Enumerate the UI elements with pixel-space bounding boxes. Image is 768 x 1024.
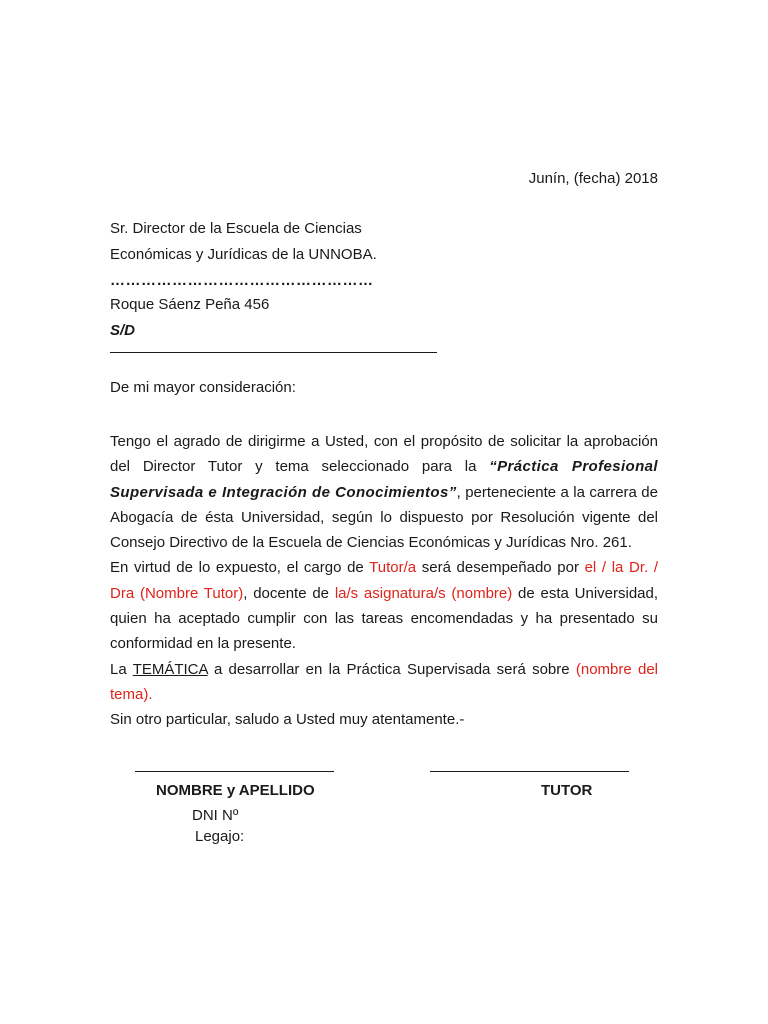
recipient-line-2: Económicas y Jurídicas de la UNNOBA. bbox=[110, 246, 377, 263]
tutor-placeholder: Tutor/a bbox=[369, 559, 417, 577]
paragraph-request-text-a: Tengo el agrado de dirigirme a Usted, con el propósito de solicitar la aprobación del Director Tutor y tema seleccionado para la bbox=[110, 433, 658, 476]
paragraph-request-text-b: , perteneciente a la carrera de Abogacía de ésta Universidad, según lo dispuesto por Resolución vigente del Consejo Directivo de la Escuela de Ciencias Económicas y Jurídicas Nro. 261. bbox=[110, 483, 658, 552]
recipient-line-1: Sr. Director de la Escuela de Ciencias bbox=[110, 220, 362, 237]
greeting: De mi mayor consideración: bbox=[110, 379, 296, 396]
recipient-sd: S/D bbox=[110, 322, 136, 339]
closing-line: Sin otro particular, saludo a Usted muy atentamente.- bbox=[110, 711, 465, 729]
paragraph-tutor-text-d: de esta Universidad, quien ha aceptado cumplir con las tareas encomendadas y ha presentado su conformidad en la presente. bbox=[110, 584, 659, 653]
letter-date: Junín, (fecha) 2018 bbox=[528, 170, 658, 187]
recipient-dotted-line: …………………………………………… bbox=[110, 272, 374, 289]
recipient-address: Roque Sáenz Peña 456 bbox=[110, 296, 270, 313]
paragraph-request bbox=[110, 429, 658, 555]
signature-line-student bbox=[135, 771, 334, 772]
legajo-label: Legajo: bbox=[195, 828, 245, 845]
paragraph-tutor-text-a: En virtud de lo expuesto, el cargo de bbox=[110, 559, 370, 577]
paragraph-theme bbox=[110, 657, 658, 708]
paragraph-theme-text-a: La bbox=[110, 660, 133, 678]
paragraph-tutor bbox=[110, 555, 658, 656]
dni-label: DNI Nº bbox=[192, 807, 239, 824]
paragraph-tutor-text-c: , docente de bbox=[243, 584, 335, 602]
tematica-word: TEMÁTICA bbox=[132, 660, 208, 678]
signature-label-student: NOMBRE y APELLIDO bbox=[156, 782, 315, 799]
address-divider bbox=[110, 352, 437, 353]
subject-placeholder: la/s asignatura/s (nombre) bbox=[334, 584, 513, 602]
signature-line-tutor bbox=[430, 771, 629, 772]
program-title: “Práctica Profesional Supervisada e Integración de Conocimientos” bbox=[110, 458, 658, 501]
letter-body bbox=[110, 429, 658, 733]
signature-label-tutor: TUTOR bbox=[541, 782, 593, 799]
theme-placeholder: (nombre del tema). bbox=[110, 660, 659, 703]
paragraph-tutor-text-b: será desempeñado por bbox=[416, 559, 585, 577]
paragraph-theme-text-b: a desarrollar en la Práctica Supervisada será sobre bbox=[207, 660, 576, 678]
tutor-name-placeholder: el / la Dr. / Dra (Nombre Tutor) bbox=[110, 559, 658, 602]
